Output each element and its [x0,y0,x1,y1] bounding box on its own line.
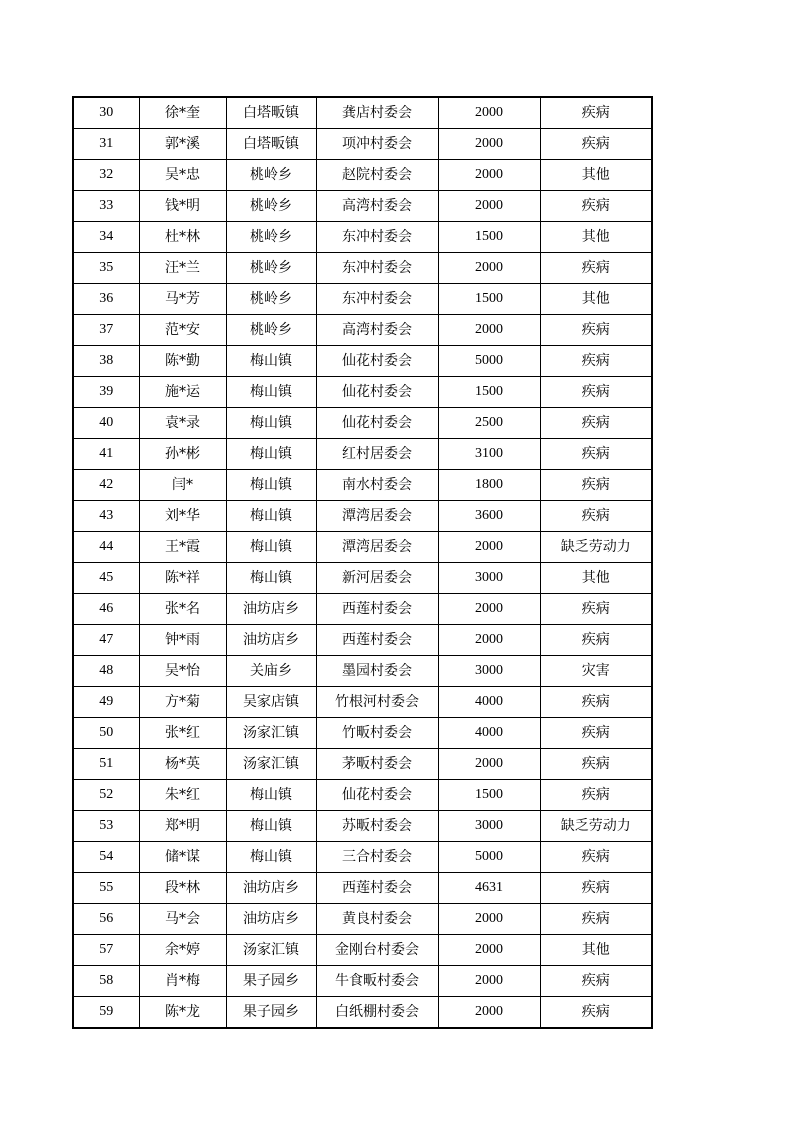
cell-town: 果子园乡 [226,997,316,1029]
cell-town: 汤家汇镇 [226,718,316,749]
cell-number: 35 [73,253,139,284]
cell-number: 45 [73,563,139,594]
cell-number: 40 [73,408,139,439]
cell-village: 茅畈村委会 [316,749,438,780]
cell-amount: 2000 [438,625,540,656]
cell-number: 41 [73,439,139,470]
cell-village: 仙花村委会 [316,780,438,811]
cell-number: 48 [73,656,139,687]
table-row [73,718,652,749]
cell-reason: 疾病 [540,904,652,935]
cell-name: 杜*林 [139,222,226,253]
cell-name: 张*名 [139,594,226,625]
table-row [73,656,652,687]
cell-name: 余*婷 [139,935,226,966]
table-row [73,191,652,222]
cell-number: 33 [73,191,139,222]
cell-reason: 疾病 [540,873,652,904]
cell-amount: 4000 [438,718,540,749]
table-row [73,284,652,315]
cell-amount: 2000 [438,749,540,780]
cell-town: 梅山镇 [226,780,316,811]
cell-village: 金刚台村委会 [316,935,438,966]
cell-village: 苏畈村委会 [316,811,438,842]
cell-reason: 疾病 [540,687,652,718]
cell-number: 55 [73,873,139,904]
cell-amount: 3600 [438,501,540,532]
table-row [73,563,652,594]
cell-town: 吴家店镇 [226,687,316,718]
cell-amount: 1500 [438,377,540,408]
cell-town: 梅山镇 [226,377,316,408]
cell-number: 57 [73,935,139,966]
cell-name: 吴*忠 [139,160,226,191]
cell-number: 43 [73,501,139,532]
cell-amount: 2000 [438,904,540,935]
table-row [73,222,652,253]
cell-name: 杨*英 [139,749,226,780]
cell-amount: 3000 [438,656,540,687]
cell-town: 梅山镇 [226,563,316,594]
cell-number: 42 [73,470,139,501]
cell-name: 钱*明 [139,191,226,222]
cell-reason: 疾病 [540,594,652,625]
cell-number: 53 [73,811,139,842]
cell-town: 油坊店乡 [226,625,316,656]
cell-amount: 1800 [438,470,540,501]
table-body [73,97,652,1028]
cell-amount: 2000 [438,160,540,191]
cell-reason: 缺乏劳动力 [540,811,652,842]
cell-village: 红村居委会 [316,439,438,470]
cell-reason: 其他 [540,563,652,594]
cell-reason: 疾病 [540,842,652,873]
cell-village: 牛食畈村委会 [316,966,438,997]
table-row [73,129,652,160]
cell-reason: 疾病 [540,129,652,160]
cell-amount: 3100 [438,439,540,470]
cell-town: 白塔畈镇 [226,97,316,129]
cell-reason: 疾病 [540,97,652,129]
cell-village: 赵院村委会 [316,160,438,191]
table-row [73,966,652,997]
table-row [73,904,652,935]
cell-name: 陈*龙 [139,997,226,1029]
table-row [73,749,652,780]
table-row [73,935,652,966]
cell-amount: 1500 [438,284,540,315]
cell-name: 郑*明 [139,811,226,842]
cell-town: 桃岭乡 [226,160,316,191]
cell-town: 梅山镇 [226,439,316,470]
cell-town: 梅山镇 [226,470,316,501]
cell-village: 西莲村委会 [316,594,438,625]
cell-number: 37 [73,315,139,346]
cell-name: 肖*梅 [139,966,226,997]
cell-reason: 疾病 [540,501,652,532]
cell-name: 袁*录 [139,408,226,439]
cell-village: 龚店村委会 [316,97,438,129]
cell-reason: 疾病 [540,749,652,780]
table-row [73,439,652,470]
cell-reason: 疾病 [540,966,652,997]
cell-town: 桃岭乡 [226,222,316,253]
cell-village: 东冲村委会 [316,253,438,284]
cell-number: 32 [73,160,139,191]
cell-number: 56 [73,904,139,935]
cell-amount: 2000 [438,935,540,966]
cell-amount: 2000 [438,532,540,563]
cell-number: 58 [73,966,139,997]
cell-village: 仙花村委会 [316,377,438,408]
cell-name: 施*运 [139,377,226,408]
table-row [73,532,652,563]
cell-name: 徐*奎 [139,97,226,129]
cell-reason: 疾病 [540,315,652,346]
cell-village: 潭湾居委会 [316,501,438,532]
cell-town: 汤家汇镇 [226,749,316,780]
cell-village: 三合村委会 [316,842,438,873]
cell-name: 朱*红 [139,780,226,811]
table-row [73,997,652,1029]
cell-reason: 疾病 [540,346,652,377]
cell-number: 39 [73,377,139,408]
table-row [73,594,652,625]
table-row [73,408,652,439]
relief-roster-table [72,96,653,1029]
cell-amount: 2000 [438,997,540,1029]
cell-name: 陈*祥 [139,563,226,594]
table-row [73,253,652,284]
cell-name: 马*芳 [139,284,226,315]
cell-number: 54 [73,842,139,873]
cell-name: 马*会 [139,904,226,935]
cell-town: 汤家汇镇 [226,935,316,966]
cell-name: 孙*彬 [139,439,226,470]
table-row [73,470,652,501]
cell-number: 36 [73,284,139,315]
cell-amount: 2000 [438,966,540,997]
cell-name: 吴*怡 [139,656,226,687]
cell-village: 竹根河村委会 [316,687,438,718]
cell-name: 汪*兰 [139,253,226,284]
table-row [73,873,652,904]
table-row [73,346,652,377]
cell-town: 梅山镇 [226,346,316,377]
cell-village: 高湾村委会 [316,315,438,346]
cell-town: 关庙乡 [226,656,316,687]
cell-name: 钟*雨 [139,625,226,656]
cell-town: 桃岭乡 [226,315,316,346]
cell-name: 方*菊 [139,687,226,718]
cell-number: 49 [73,687,139,718]
cell-town: 梅山镇 [226,842,316,873]
table-row [73,160,652,191]
cell-amount: 3000 [438,563,540,594]
cell-reason: 缺乏劳动力 [540,532,652,563]
cell-name: 张*红 [139,718,226,749]
cell-amount: 2000 [438,97,540,129]
cell-amount: 3000 [438,811,540,842]
table-row [73,687,652,718]
table-row [73,377,652,408]
cell-town: 油坊店乡 [226,904,316,935]
cell-town: 桃岭乡 [226,191,316,222]
cell-reason: 灾害 [540,656,652,687]
cell-village: 东冲村委会 [316,284,438,315]
cell-town: 梅山镇 [226,811,316,842]
cell-town: 梅山镇 [226,532,316,563]
cell-town: 桃岭乡 [226,284,316,315]
cell-reason: 其他 [540,160,652,191]
cell-reason: 其他 [540,935,652,966]
cell-village: 墨园村委会 [316,656,438,687]
cell-reason: 疾病 [540,253,652,284]
cell-village: 西莲村委会 [316,873,438,904]
cell-number: 31 [73,129,139,160]
cell-village: 东冲村委会 [316,222,438,253]
cell-amount: 2000 [438,315,540,346]
cell-name: 刘*华 [139,501,226,532]
cell-name: 郭*溪 [139,129,226,160]
cell-name: 闫* [139,470,226,501]
table-row [73,780,652,811]
cell-amount: 1500 [438,222,540,253]
cell-amount: 4631 [438,873,540,904]
table-row [73,315,652,346]
cell-reason: 疾病 [540,780,652,811]
cell-reason: 疾病 [540,718,652,749]
cell-name: 王*霞 [139,532,226,563]
cell-number: 47 [73,625,139,656]
cell-village: 高湾村委会 [316,191,438,222]
cell-reason: 疾病 [540,191,652,222]
cell-village: 新河居委会 [316,563,438,594]
table-row [73,842,652,873]
cell-village: 南水村委会 [316,470,438,501]
cell-amount: 5000 [438,346,540,377]
cell-amount: 2000 [438,129,540,160]
cell-town: 桃岭乡 [226,253,316,284]
cell-amount: 1500 [438,780,540,811]
cell-village: 仙花村委会 [316,346,438,377]
cell-name: 陈*勤 [139,346,226,377]
cell-number: 34 [73,222,139,253]
cell-village: 潭湾居委会 [316,532,438,563]
cell-amount: 2500 [438,408,540,439]
cell-number: 52 [73,780,139,811]
cell-amount: 5000 [438,842,540,873]
cell-number: 38 [73,346,139,377]
cell-reason: 疾病 [540,377,652,408]
table-row [73,97,652,129]
cell-reason: 疾病 [540,470,652,501]
cell-reason: 疾病 [540,625,652,656]
cell-name: 范*安 [139,315,226,346]
cell-number: 46 [73,594,139,625]
cell-town: 梅山镇 [226,408,316,439]
cell-town: 油坊店乡 [226,594,316,625]
cell-town: 梅山镇 [226,501,316,532]
cell-number: 44 [73,532,139,563]
cell-reason: 疾病 [540,408,652,439]
table-row [73,501,652,532]
cell-number: 51 [73,749,139,780]
cell-name: 储*谋 [139,842,226,873]
cell-reason: 疾病 [540,439,652,470]
cell-village: 仙花村委会 [316,408,438,439]
cell-village: 黄良村委会 [316,904,438,935]
cell-amount: 2000 [438,594,540,625]
cell-amount: 2000 [438,253,540,284]
cell-town: 果子园乡 [226,966,316,997]
cell-number: 50 [73,718,139,749]
cell-number: 59 [73,997,139,1029]
cell-village: 竹畈村委会 [316,718,438,749]
cell-amount: 2000 [438,191,540,222]
cell-village: 项冲村委会 [316,129,438,160]
cell-reason: 其他 [540,284,652,315]
cell-number: 30 [73,97,139,129]
table-row [73,625,652,656]
table-row [73,811,652,842]
cell-name: 段*林 [139,873,226,904]
cell-village: 白纸棚村委会 [316,997,438,1029]
cell-village: 西莲村委会 [316,625,438,656]
cell-reason: 其他 [540,222,652,253]
cell-town: 油坊店乡 [226,873,316,904]
cell-amount: 4000 [438,687,540,718]
cell-town: 白塔畈镇 [226,129,316,160]
cell-reason: 疾病 [540,997,652,1029]
